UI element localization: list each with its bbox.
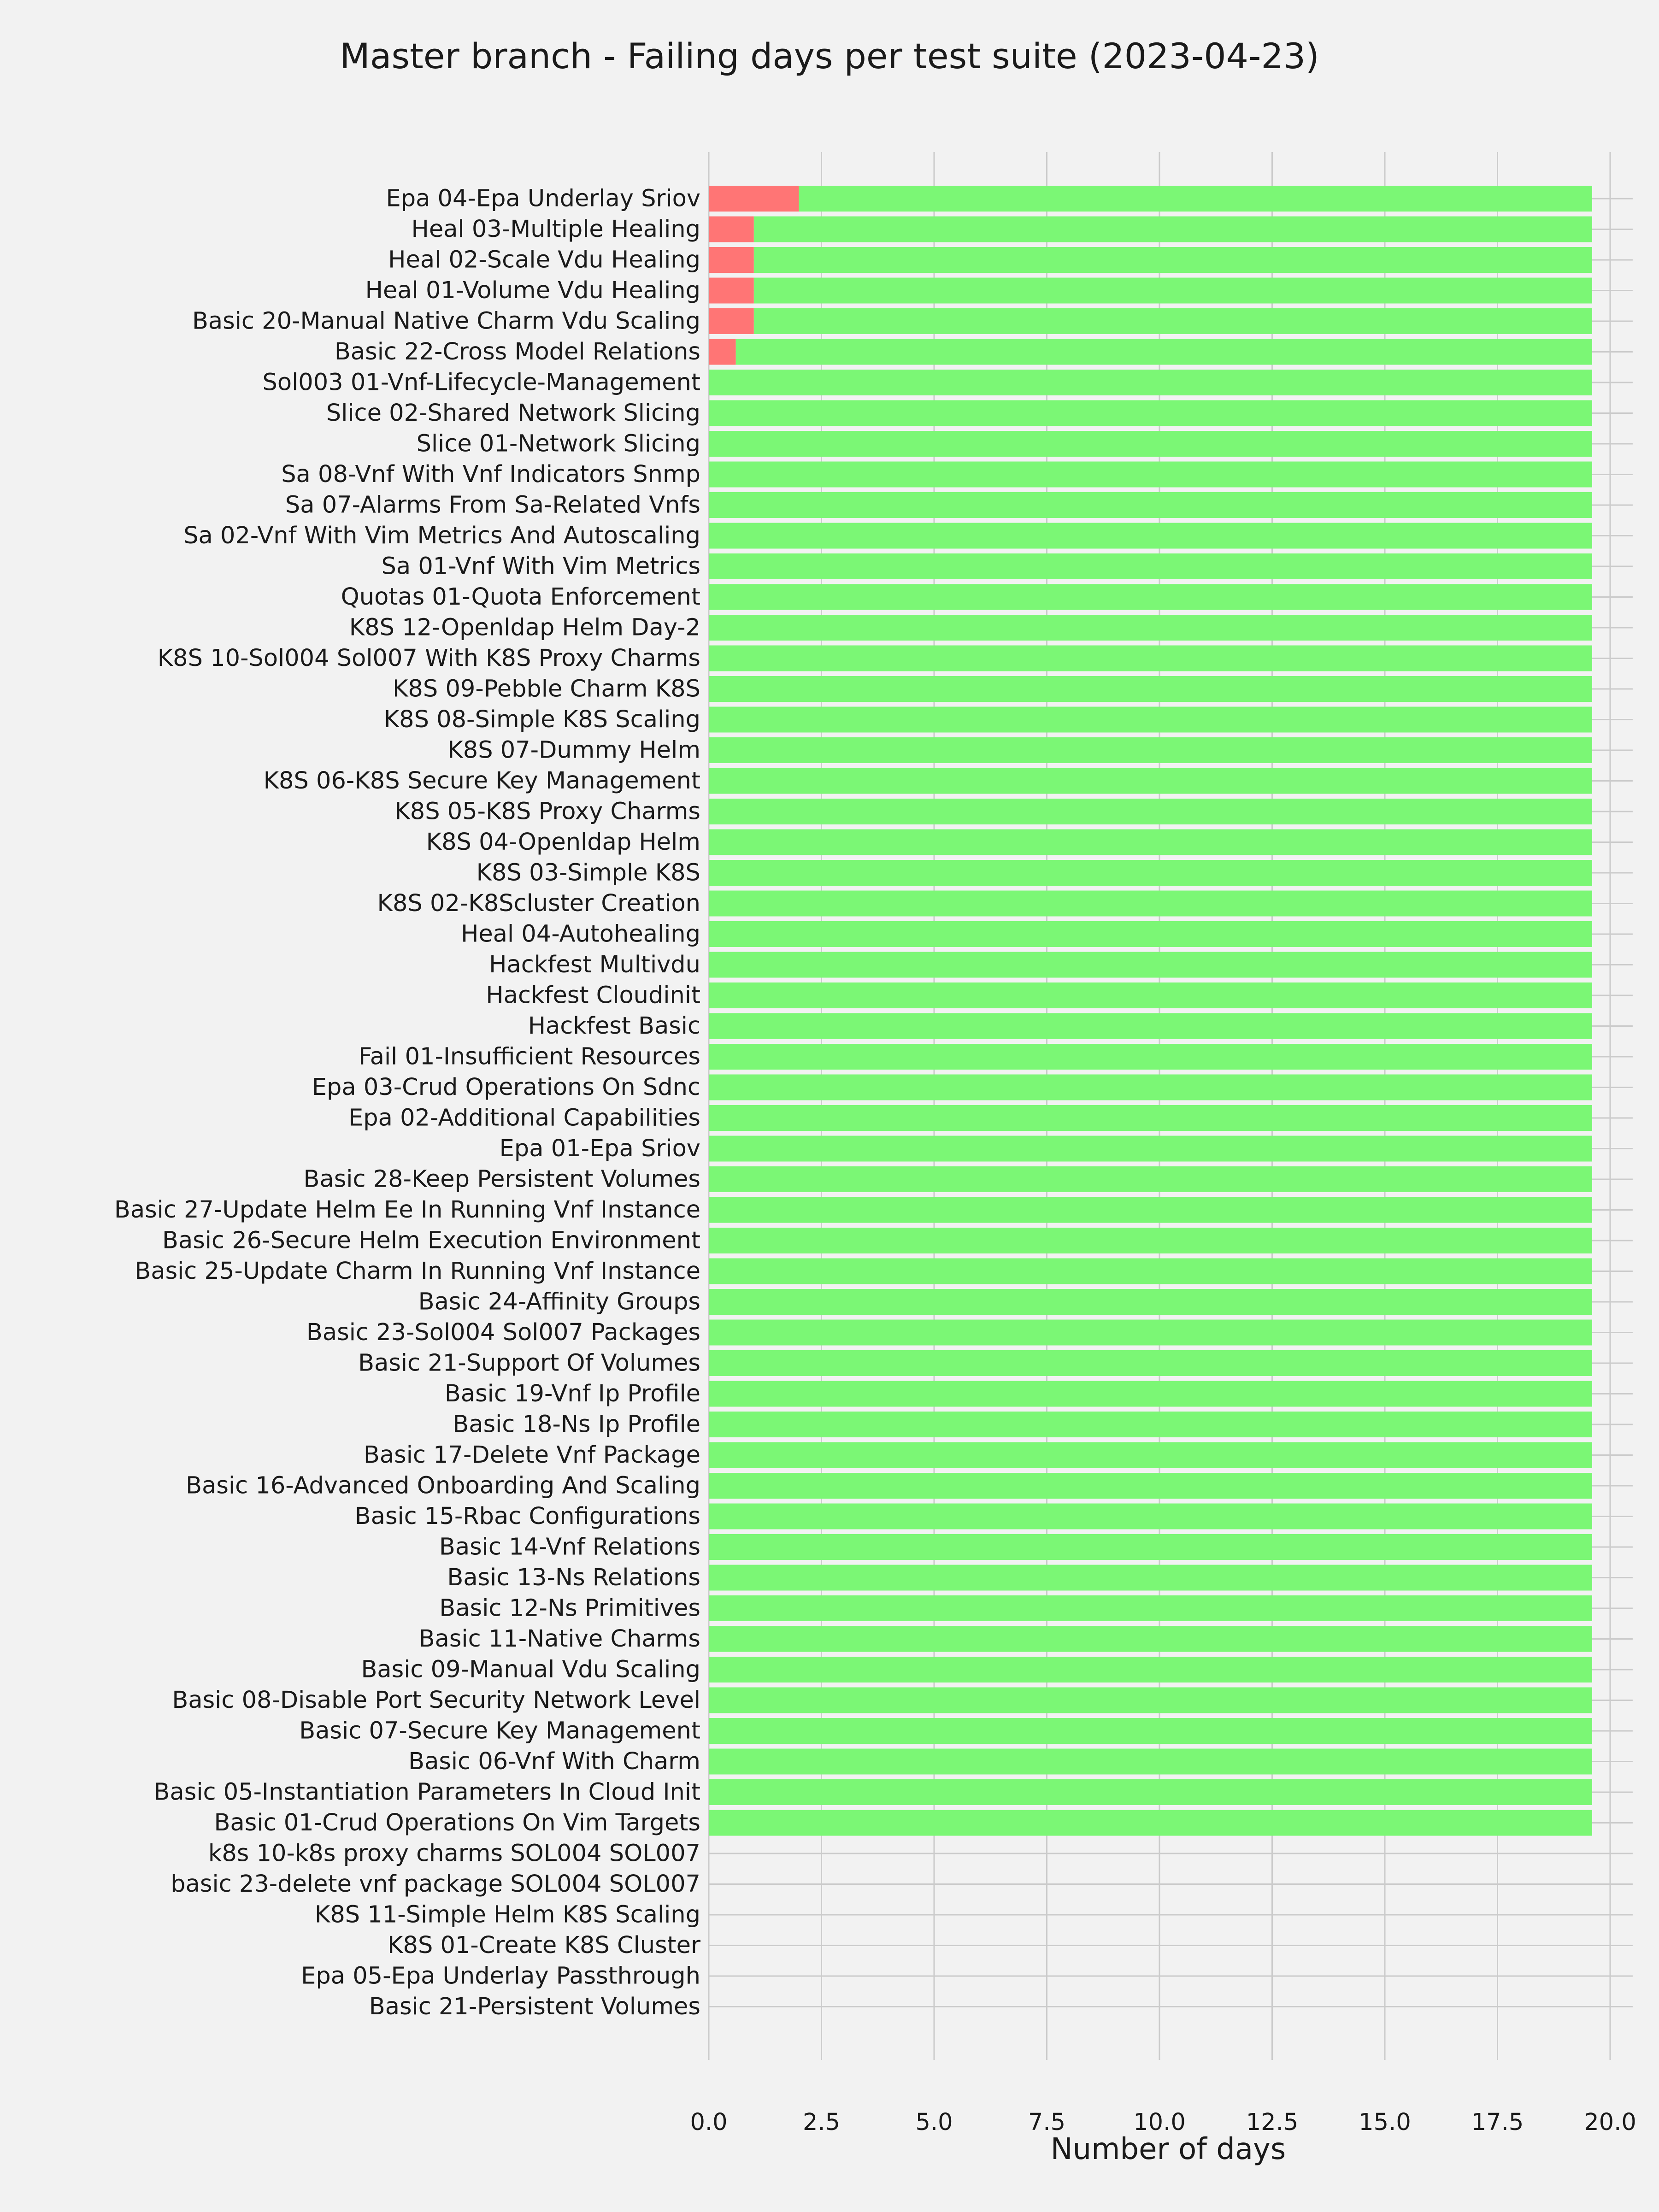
bar-passing <box>709 1657 1592 1683</box>
x-tick-label: 5.0 <box>915 2109 953 2136</box>
category-label: Basic 26-Secure Helm Execution Environment <box>162 1227 700 1254</box>
bar-passing <box>709 982 1592 1008</box>
category-label: Basic 21-Support Of Volumes <box>358 1349 700 1377</box>
bar-passing <box>709 860 1592 886</box>
category-label: Basic 13-Ns Relations <box>447 1564 700 1591</box>
bar-passing <box>709 1810 1592 1836</box>
category-label: Epa 03-Crud Operations On Sdnc <box>312 1074 700 1101</box>
category-label: Basic 11-Native Charms <box>418 1625 700 1653</box>
category-label: K8S 11-Simple Helm K8S Scaling <box>314 1901 700 1929</box>
x-tick-label: 10.0 <box>1133 2109 1186 2136</box>
bar-failing <box>709 308 754 334</box>
category-label: basic 23-delete vnf package SOL004 SOL007 <box>171 1871 700 1898</box>
bar-passing <box>709 1136 1592 1162</box>
category-label: Sa 08-Vnf With Vnf Indicators Snmp <box>281 461 700 488</box>
category-label: Basic 22-Cross Model Relations <box>334 338 700 365</box>
category-label: K8S 02-K8Scluster Creation <box>377 890 700 917</box>
bar-passing <box>709 462 1592 488</box>
bar-passing <box>709 921 1592 947</box>
bar-passing <box>709 1473 1592 1499</box>
category-label: Hackfest Cloudinit <box>486 982 700 1009</box>
category-label: K8S 09-Pebble Charm K8S <box>392 675 700 703</box>
category-label: Basic 08-Disable Port Security Network Level <box>172 1687 700 1714</box>
bar-passing <box>709 1749 1592 1775</box>
category-label: Sa 02-Vnf With Vim Metrics And Autoscaling <box>183 522 700 549</box>
bar-passing <box>709 1259 1592 1284</box>
bar-passing <box>709 1565 1592 1591</box>
bar-passing <box>709 799 1592 824</box>
x-tick-label: 7.5 <box>1028 2109 1066 2136</box>
bar-passing <box>709 1718 1592 1744</box>
bar-passing <box>754 308 1592 334</box>
category-label: Basic 18-Ns Ip Profile <box>453 1411 700 1438</box>
category-label: Basic 25-Update Charm In Running Vnf Instance <box>135 1258 700 1285</box>
bar-passing <box>709 891 1592 917</box>
category-label: Basic 20-Manual Native Charm Vdu Scaling <box>192 307 700 335</box>
bar-passing <box>709 1197 1592 1223</box>
x-tick-label: 20.0 <box>1584 2109 1636 2136</box>
category-label: k8s 10-k8s proxy charms SOL004 SOL007 <box>208 1840 700 1867</box>
x-tick-label: 0.0 <box>690 2109 728 2136</box>
category-label: Basic 16-Advanced Onboarding And Scaling <box>186 1472 700 1500</box>
category-label: Basic 21-Persistent Volumes <box>369 1993 700 2020</box>
category-label: Basic 07-Secure Key Management <box>299 1717 700 1745</box>
category-label: Basic 19-Vnf Ip Profile <box>444 1380 700 1407</box>
category-label: K8S 03-Simple K8S <box>476 859 700 887</box>
bar-passing <box>736 339 1592 365</box>
bar-passing <box>709 1105 1592 1131</box>
bar-passing <box>709 1595 1592 1621</box>
bar-passing <box>754 247 1592 273</box>
category-label: Heal 01-Volume Vdu Healing <box>365 277 700 304</box>
category-label: K8S 07-Dummy Helm <box>447 736 700 764</box>
category-label: Epa 05-Epa Underlay Passthrough <box>301 1962 700 1990</box>
bar-passing <box>709 1320 1592 1346</box>
category-label: K8S 06-K8S Secure Key Management <box>263 767 700 794</box>
category-label: Slice 01-Network Slicing <box>416 430 700 458</box>
category-label: Basic 12-Ns Primitives <box>439 1594 700 1622</box>
bar-passing <box>709 768 1592 794</box>
bar-passing <box>709 1013 1592 1039</box>
category-label: K8S 01-Create K8S Cluster <box>388 1932 700 1959</box>
category-label: Basic 15-Rbac Configurations <box>354 1503 700 1530</box>
category-label: Heal 02-Scale Vdu Healing <box>388 246 700 274</box>
bar-passing <box>799 186 1592 212</box>
bar-failing <box>709 247 754 273</box>
category-label: Basic 05-Instantiation Parameters In Cloud Init <box>153 1778 700 1806</box>
x-tick-label: 12.5 <box>1246 2109 1299 2136</box>
category-label: Epa 01-Epa Sriov <box>499 1135 700 1162</box>
x-tick-label: 2.5 <box>802 2109 841 2136</box>
bar-failing <box>709 278 754 304</box>
category-label: Basic 14-Vnf Relations <box>439 1533 700 1561</box>
bar-passing <box>709 400 1592 426</box>
bar-failing <box>709 217 754 242</box>
bar-passing <box>709 1534 1592 1560</box>
bar-passing <box>709 1228 1592 1253</box>
bar-passing <box>709 1688 1592 1713</box>
bar-passing <box>709 952 1592 978</box>
bar-passing <box>709 1504 1592 1530</box>
bar-passing <box>709 370 1592 395</box>
category-label: Basic 17-Delete Vnf Package <box>363 1441 700 1469</box>
category-label: Sa 01-Vnf With Vim Metrics <box>381 553 700 580</box>
x-axis-label: Number of days <box>1050 2132 1286 2166</box>
category-label: K8S 04-Openldap Helm <box>426 829 700 856</box>
category-label: K8S 08-Simple K8S Scaling <box>383 706 700 733</box>
category-label: Sa 07-Alarms From Sa-Related Vnfs <box>285 491 700 519</box>
category-label: Hackfest Basic <box>528 1012 700 1040</box>
bar-passing <box>709 553 1592 579</box>
bar-passing <box>709 615 1592 641</box>
category-label: Basic 09-Manual Vdu Scaling <box>361 1656 700 1683</box>
category-label: Basic 28-Keep Persistent Volumes <box>303 1165 700 1193</box>
bar-passing <box>709 1626 1592 1652</box>
category-label: Basic 23-Sol004 Sol007 Packages <box>306 1319 700 1346</box>
bar-failing <box>709 339 736 365</box>
chart-title: Master branch - Failing days per test suite (2023-04-23) <box>340 35 1319 76</box>
bar-passing <box>709 830 1592 855</box>
x-tick-label: 15.0 <box>1359 2109 1411 2136</box>
category-label: Fail 01-Insufficient Resources <box>359 1043 700 1071</box>
bar-passing <box>709 1166 1592 1192</box>
bar-passing <box>709 737 1592 763</box>
category-label: Basic 06-Vnf With Charm <box>408 1748 700 1775</box>
category-label: Slice 02-Shared Network Slicing <box>326 400 700 427</box>
category-label: Epa 02-Additional Capabilities <box>348 1104 700 1132</box>
bar-passing <box>754 217 1592 242</box>
category-label: Sol003 01-Vnf-Lifecycle-Management <box>262 369 700 396</box>
bar-passing <box>709 431 1592 457</box>
bar-passing <box>709 1350 1592 1376</box>
category-label: Heal 03-Multiple Healing <box>411 216 700 243</box>
x-tick-label: 17.5 <box>1471 2109 1524 2136</box>
category-label: Epa 04-Epa Underlay Sriov <box>386 185 700 212</box>
bar-passing <box>709 584 1592 610</box>
bar-passing <box>709 1044 1592 1070</box>
category-label: Basic 27-Update Helm Ee In Running Vnf Instance <box>114 1196 700 1224</box>
bar-failing <box>709 186 799 212</box>
bar-passing <box>709 646 1592 671</box>
bar-passing <box>709 1442 1592 1468</box>
bar-passing <box>709 676 1592 702</box>
bar-passing <box>754 278 1592 304</box>
category-label: Basic 24-Affinity Groups <box>418 1288 700 1316</box>
bar-passing <box>709 1289 1592 1315</box>
category-label: K8S 10-Sol004 Sol007 With K8S Proxy Charms <box>157 645 700 672</box>
bar-passing <box>709 1412 1592 1437</box>
category-label: K8S 05-K8S Proxy Charms <box>394 798 700 825</box>
bar-passing <box>709 492 1592 518</box>
bar-passing <box>709 1779 1592 1805</box>
bar-passing <box>709 523 1592 549</box>
bar-passing <box>709 1075 1592 1100</box>
category-label: Basic 01-Crud Operations On Vim Targets <box>214 1809 700 1836</box>
bar-passing <box>709 1381 1592 1407</box>
category-label: Heal 04-Autohealing <box>461 920 700 948</box>
bar-passing <box>709 707 1592 733</box>
category-label: Hackfest Multivdu <box>489 951 700 978</box>
category-label: K8S 12-Openldap Helm Day-2 <box>349 614 700 641</box>
category-label: Quotas 01-Quota Enforcement <box>341 583 700 611</box>
